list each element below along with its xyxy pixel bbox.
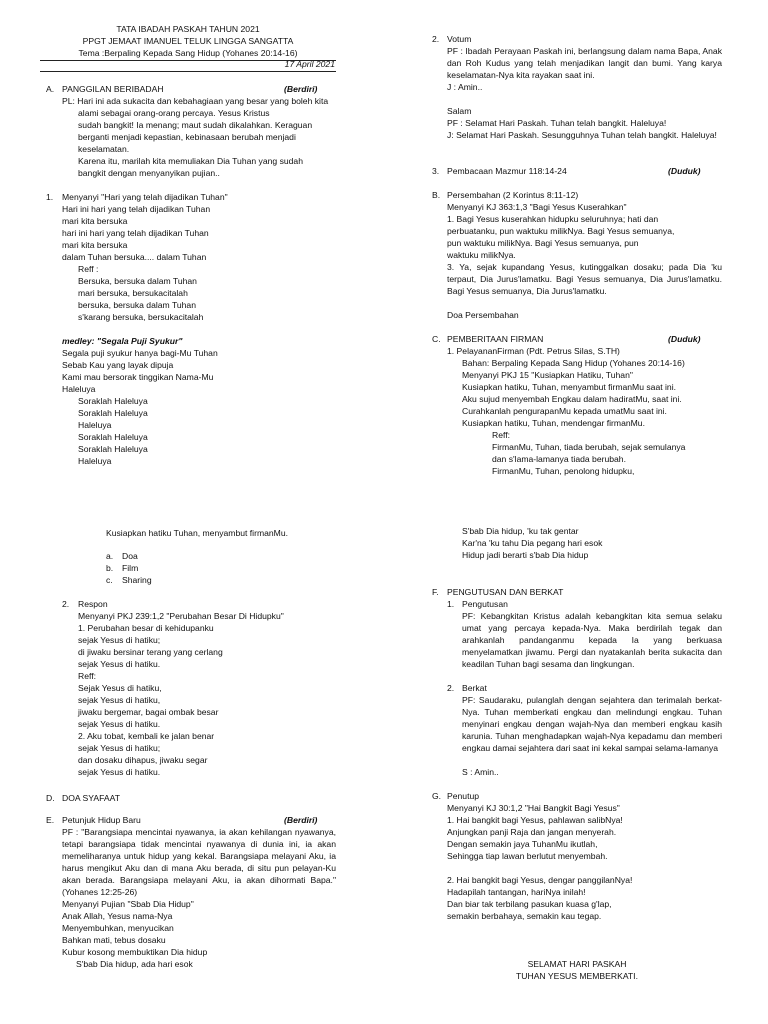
lyric-line: Soraklah Haleluya bbox=[78, 408, 148, 418]
section-title: Respon bbox=[78, 599, 108, 609]
section-title: Penutup bbox=[447, 791, 480, 801]
option-doa: Doa bbox=[122, 551, 138, 561]
section-title: Persembahan (2 Korintus 8:11-12) bbox=[447, 190, 579, 200]
lyric-line: S'bab Dia hidup, 'ku tak gentar bbox=[462, 526, 579, 536]
lyric-line: Segala puji syukur hanya bagi-Mu Tuhan bbox=[62, 348, 218, 358]
item-label: 2. bbox=[62, 599, 70, 609]
lyric-line: Anjungkan panji Raja dan jangan menyerah. bbox=[447, 827, 617, 837]
posture-note: (Duduk) bbox=[668, 334, 701, 344]
subsection-title: Berkat bbox=[462, 683, 487, 693]
lyric-line: Dengan semakin jaya TuhanMu ikutlah, bbox=[447, 839, 598, 849]
lyric-line: FirmanMu, Tuhan, penolong hidupku, bbox=[492, 466, 635, 476]
lyric-line: dalam Tuhan bersuka.... dalam Tuhan bbox=[62, 252, 207, 262]
header-church: PPGT JEMAAT IMANUEL TELUK LINGGA SANGATTA bbox=[82, 36, 294, 46]
text-line: Karena itu, marilah kita memuliakan Dia Tuhan yang sudah bbox=[78, 156, 303, 166]
lyric-line: di jiwaku bersinar terang yang cerlang bbox=[78, 647, 223, 657]
lyric-line: Dan biar tak terbilang pasukan kuasa g'lap, bbox=[447, 899, 612, 909]
section-label: C. bbox=[432, 334, 441, 344]
section-title: PANGGILAN BERIBADAH bbox=[62, 84, 164, 94]
closing-line: SELAMAT HARI PASKAH bbox=[527, 959, 627, 969]
lyric-line: waktuku milikNya. bbox=[447, 250, 516, 260]
lyric-line: pun waktuku milikNya. Bagi Yesus semuanya, pun bbox=[447, 238, 639, 248]
lyric-line: sejak Yesus di hatiku, bbox=[78, 695, 161, 705]
lyric-line: Kusiapkan hatiku Tuhan, menyambut firmanMu. bbox=[106, 528, 288, 538]
section-title: DOA SYAFAAT bbox=[62, 793, 120, 803]
lyric-line: bersuka, bersuka dalam Tuhan bbox=[78, 300, 196, 310]
berkat-paragraph: PF: Saudaraku, pulanglah dengan sejahtera dan terimalah berkat-Nya. Tuhan memberkati engkau dan melindungi engkau. Tuhan menyinari engkau dengan wajah-Nya dan memberi engkau kasih karunia. Tuhan menghadapkan wajah-Nya kepadamu dan memberi engkau damai sejahtera dari saat ini kekal sampai selama-lamanya bbox=[462, 695, 722, 753]
lyric-line: s'karang bersuka, bersukacitalah bbox=[78, 312, 204, 322]
lyric-line: mari kita bersuka bbox=[62, 240, 128, 250]
song-title: Menyanyi "Hari yang telah dijadikan Tuhan" bbox=[62, 192, 228, 202]
pengutusan-paragraph: PF: Kebangkitan Kristus adalah kebangkitan kita semua selaku umat yang percaya kepada-Nya. Maka berdirilah tegak dan arahkanlah pandanganmu kepada Ia yang berkuasa menyelamatkan jiwamu. Pergi dan nyatakanlah berita sukacita dan keadilan Tuhan bagi sesama dan lingkungan. bbox=[462, 611, 722, 669]
option-label: c. bbox=[106, 575, 113, 585]
header-rule-bottom bbox=[40, 71, 336, 72]
item-label: 2. bbox=[447, 683, 455, 693]
lyric-line: 1. Bagi Yesus kuserahkan hidupku seluruhnya; hati dan bbox=[447, 214, 659, 224]
section-title: Petunjuk Hidup Baru bbox=[62, 815, 141, 825]
lyric-line: Sebab Kau yang layak dipuja bbox=[62, 360, 174, 370]
item-label: 2. bbox=[432, 34, 440, 44]
lyric-line: mari kita bersuka bbox=[62, 216, 128, 226]
lyric-line: Curahkanlah pengurapanMu kepada umatMu saat ini. bbox=[462, 406, 667, 416]
lyric-line: Kubur kosong membuktikan Dia hidup bbox=[62, 947, 208, 957]
section-label: B. bbox=[432, 190, 441, 200]
section-label: F. bbox=[432, 587, 439, 597]
item-label: 1. bbox=[46, 192, 54, 202]
header-title: TATA IBADAH PASKAH TAHUN 2021 bbox=[116, 24, 260, 34]
prayer-label: Doa Persembahan bbox=[447, 310, 519, 320]
song-title: Menyanyi Pujian "Sbab Dia Hidup" bbox=[62, 899, 194, 909]
lyric-line: Hari ini hari yang telah dijadikan Tuhan bbox=[62, 204, 211, 214]
header-date: 17 April 2021 bbox=[284, 59, 335, 69]
header-theme: Tema :Berpaling Kepada Sang Hidup (Yohanes 20:14-16) bbox=[78, 48, 298, 58]
reff-label: Reff: bbox=[492, 430, 510, 440]
option-label: a. bbox=[106, 551, 114, 561]
salam-response: J: Selamat Hari Paskah. Sesungguhnya Tuhan telah bangkit. Haleluya! bbox=[447, 130, 717, 140]
lyric-line: Soraklah Haleluya bbox=[78, 432, 148, 442]
item-label: 3. bbox=[432, 166, 440, 176]
lyric-line: Haleluya bbox=[62, 384, 96, 394]
lyric-line: sejak Yesus di hatiku; bbox=[78, 635, 161, 645]
lyric-line: Sehingga tiap lawan berlutut menyembah. bbox=[447, 851, 608, 861]
lyric-line: dan s'lama-lamanya tiada berubah. bbox=[492, 454, 626, 464]
reff-label: Reff : bbox=[78, 264, 99, 274]
lyric-line: mari bersuka, bersukacitalah bbox=[78, 288, 188, 298]
lyric-line: Kusiapkan hatiku, Tuhan, menyambut firmanMu saat ini. bbox=[462, 382, 676, 392]
posture-note: (Berdiri) bbox=[284, 84, 318, 94]
salam-pf: PF : Selamat Hari Paskah. Tuhan telah bangkit. Haleluya! bbox=[447, 118, 667, 128]
reff-label: Reff: bbox=[78, 671, 96, 681]
lyric-line: Soraklah Haleluya bbox=[78, 396, 148, 406]
posture-note: (Berdiri) bbox=[284, 815, 318, 825]
lyric-line: dan dosaku dihapus, jiwaku segar bbox=[78, 755, 208, 765]
lyric-line: Bersuka, bersuka dalam Tuhan bbox=[78, 276, 197, 286]
option-sharing: Sharing bbox=[122, 575, 152, 585]
option-film: Film bbox=[122, 563, 139, 573]
response-line: J : Amin.. bbox=[447, 82, 483, 92]
sermon-line: Bahan: Berpaling Kepada Sang Hidup (Yohanes 20:14-16) bbox=[462, 358, 685, 368]
section-title: Pembacaan Mazmur 118:14-24 bbox=[447, 166, 567, 176]
posture-note: (Duduk) bbox=[668, 166, 701, 176]
lyric-line: Hidup jadi berarti s'bab Dia hidup bbox=[462, 550, 589, 560]
lyric-line: 2. Aku tobat, kembali ke jalan benar bbox=[78, 731, 215, 741]
song-title: Menyanyi KJ 30:1,2 "Hai Bangkit Bagi Yesus" bbox=[447, 803, 620, 813]
lyric-line: Bahkan mati, tebus dosaku bbox=[62, 935, 166, 945]
sermon-line: 1. PelayananFirman (Pdt. Petrus Silas, S.TH) bbox=[447, 346, 620, 356]
lyric-line: S'bab Dia hidup, ada hari esok bbox=[76, 959, 193, 969]
item-label: 1. bbox=[447, 599, 455, 609]
lyric-line: 2. Hai bangkit bagi Yesus, dengar panggilanNya! bbox=[447, 875, 633, 885]
subsection-title: Pengutusan bbox=[462, 599, 508, 609]
lyric-line: sejak Yesus di hatiku; bbox=[78, 743, 161, 753]
section-title: PENGUTUSAN DAN BERKAT bbox=[447, 587, 564, 597]
lyric-line: Soraklah Haleluya bbox=[78, 444, 148, 454]
lyric-line: Menyembuhkan, menyucikan bbox=[62, 923, 174, 933]
lyric-line: Haleluya bbox=[78, 420, 112, 430]
response-line: S : Amin.. bbox=[462, 767, 499, 777]
section-label: G. bbox=[432, 791, 442, 801]
lyric-line: semakin berbahaya, semakin kau tegap. bbox=[447, 911, 602, 921]
scripture-paragraph: PF : "Barangsiapa mencintai nyawanya, ia akan kehilangan nyawanya, tetapi barangsiapa tidak mencintai nyawanya di dunia ini, ia akan memeliharanya untuk hidup yang kekal. Barangsiapa melayani Aku, ia harus mengikut Aku dan di mana Aku berada, di situ pun pelayan-Ku akan berada. Barangsiapa melayani Aku, ia akan dihormati Bapa." (Yohanes 12:25-26) bbox=[62, 827, 336, 897]
text-line: sudah bangkit! Ia menang; maut sudah dikalahkan. Keraguan bbox=[78, 120, 313, 130]
lyric-line: Kami mau bersorak tinggikan Nama-Mu bbox=[62, 372, 214, 382]
section-title: Votum bbox=[447, 34, 472, 44]
votum-paragraph: PF : Ibadah Perayaan Paskah ini, berlangsung dalam nama Bapa, Anak dan Roh Kudus yang telah menjadikan langit dan bumi. Yang karya keselamatan-Nya kita rayakan saat ini. bbox=[447, 46, 722, 80]
lyric-line: 1. Perubahan besar di kehidupanku bbox=[78, 623, 214, 633]
section-label: E. bbox=[46, 815, 55, 825]
section-label: D. bbox=[46, 793, 55, 803]
lyric-line: sejak Yesus di hatiku. bbox=[78, 719, 161, 729]
text-line: bangkit dengan menyanyikan pujian.. bbox=[78, 168, 220, 178]
lyric-line: perbuatanku, pun waktuku milikNya. Bagi Yesus semuanya, bbox=[447, 226, 675, 236]
lyric-line: Haleluya bbox=[78, 456, 112, 466]
closing-line: TUHAN YESUS MEMBERKATI. bbox=[516, 971, 638, 981]
option-label: b. bbox=[106, 563, 114, 573]
medley-title: medley: "Segala Puji Syukur" bbox=[62, 336, 183, 346]
lyric-line: Kusiapkan hatiku, Tuhan, mendengar firmanMu. bbox=[462, 418, 645, 428]
text-line: berganti menjadi kepastian, kebinasaan berubah menjadi bbox=[78, 132, 296, 142]
lyric-line: sejak Yesus di hatiku. bbox=[78, 767, 161, 777]
lyric-line: Aku sujud menyembah Engkau dalam hadiratMu, saat ini. bbox=[462, 394, 682, 404]
lyric-line: Kar'na 'ku tahu Dia pegang hari esok bbox=[462, 538, 603, 548]
text-line: alami sebagai orang-orang percaya. Yesus Kristus bbox=[78, 108, 270, 118]
song-title: Menyanyi PKJ 15 "Kusiapkan Hatiku, Tuhan" bbox=[462, 370, 633, 380]
section-label: A. bbox=[46, 84, 55, 94]
lyric-line: Anak Allah, Yesus nama-Nya bbox=[62, 911, 173, 921]
lyric-verse: 3. Ya, sejak kupandang Yesus, kutinggalkan dosaku; pada Dia 'ku terpaut, Dia Jurus'lamatku. Bagi Yesus semuanya, Dia Jurus'lamatku. Bagi Yesus semuanya, Dia Jurus'lamatku. bbox=[447, 262, 722, 296]
lyric-line: FirmanMu, Tuhan, tiada berubah, sejak semulanya bbox=[492, 442, 686, 452]
lyric-line: jiwaku bergemar, bagai ombak besar bbox=[78, 707, 219, 717]
section-title: PEMBERITAAN FIRMAN bbox=[447, 334, 544, 344]
salam-label: Salam bbox=[447, 106, 472, 116]
lyric-line: 1. Hai bangkit bagi Yesus, pahlawan salibNya! bbox=[447, 815, 623, 825]
song-title: Menyanyi KJ 363:1,3 "Bagi Yesus Kuserahkan" bbox=[447, 202, 627, 212]
text-line: PL: Hari ini ada sukacita dan kebahagiaan yang besar yang boleh kita bbox=[62, 96, 329, 106]
lyric-line: Sejak Yesus di hatiku, bbox=[78, 683, 162, 693]
song-title: Menyanyi PKJ 239:1,2 "Perubahan Besar Di Hidupku" bbox=[78, 611, 284, 621]
lyric-line: Hadapilah tantangan, hariNya inilah! bbox=[447, 887, 586, 897]
lyric-line: hari ini hari yang telah dijadikan Tuhan bbox=[62, 228, 209, 238]
lyric-line: sejak Yesus di hatiku. bbox=[78, 659, 161, 669]
text-line: keselamatan. bbox=[78, 144, 130, 154]
